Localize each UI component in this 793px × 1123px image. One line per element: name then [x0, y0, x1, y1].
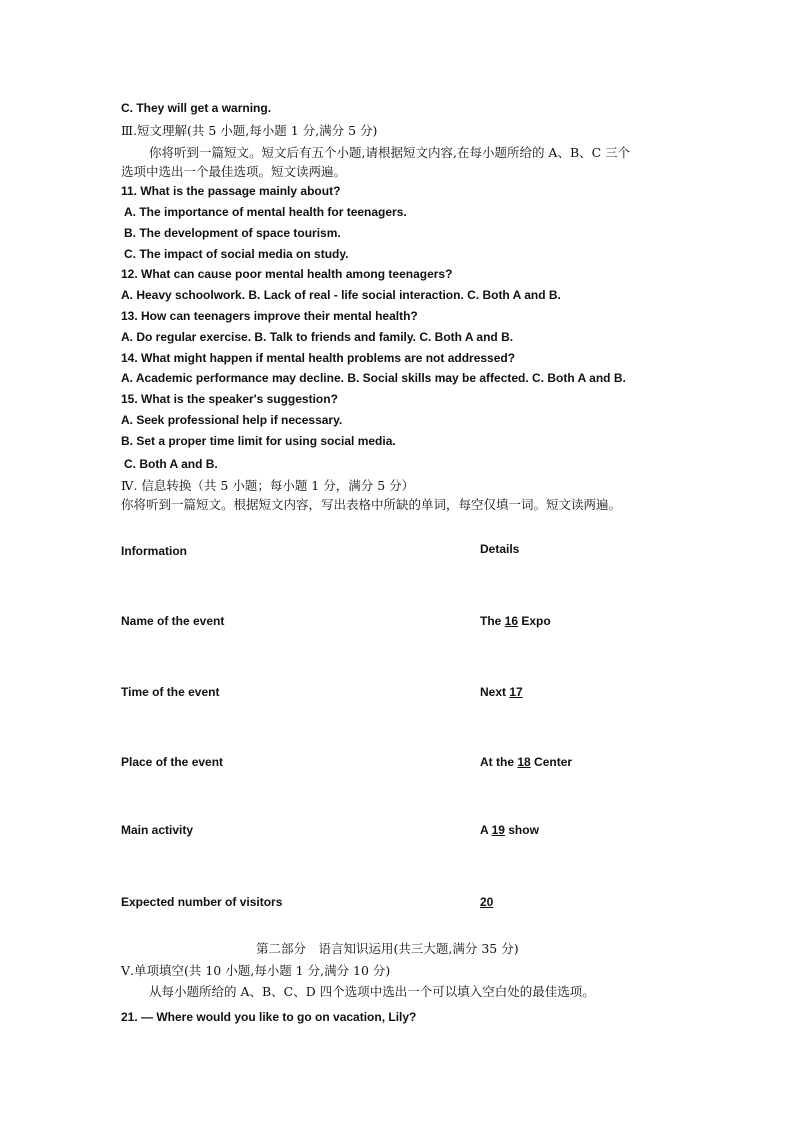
section4-instruction: 你将听到一篇短文。根据短文内容，写出表格中所缺的单词，每空仅填一词。短文读两遍。 — [121, 497, 622, 512]
section3-instruction-line1: 你将听到一篇短文。短文后有五个小题,请根据短文内容,在每小题所给的 A、B、C 三个 — [149, 145, 631, 160]
blank-16: 16 — [504, 614, 519, 628]
header-details: Details — [480, 542, 520, 556]
question-13: 13. How can teenagers improve their mental health? — [121, 309, 418, 323]
info-table — [121, 540, 681, 920]
q10-option-c: C. They will get a warning. — [121, 101, 272, 115]
section5-instruction: 从每小题所给的 A、B、C、D 四个选项中选出一个可以填入空白处的最佳选项。 — [149, 984, 595, 999]
question-21: 21. — Where would you like to go on vacation, Lily? — [121, 1010, 417, 1024]
question-15: 15. What is the speaker's suggestion? — [121, 392, 338, 406]
blank-19: 19 — [491, 823, 505, 837]
section5-title: Ⅴ.单项填空(共 10 小题,每小题 1 分,满分 10 分) — [121, 963, 391, 978]
blank-18: 18 — [517, 755, 531, 769]
q12-options: A. Heavy schoolwork. B. Lack of real - life social interaction. C. Both A and B. — [121, 288, 561, 302]
q13-options: A. Do regular exercise. B. Talk to friends and family. C. Both A and B. — [121, 330, 514, 344]
q11-option-b: B. The development of space tourism. — [124, 226, 341, 240]
header-information: Information — [121, 544, 187, 558]
section4-title: Ⅳ. 信息转换（共 5 小题；每小题 1 分，满分 5 分） — [121, 478, 415, 493]
section3-instruction-line2: 选项中选出一个最佳选项。短文读两遍。 — [121, 164, 347, 179]
row-label: Expected number of visitors — [121, 895, 283, 909]
row-detail: The 16 Expo — [480, 614, 551, 628]
row-label: Name of the event — [121, 614, 225, 628]
blank-20: 20 — [480, 895, 494, 909]
row-detail — [480, 895, 493, 910]
q15-option-a: A. Seek professional help if necessary. — [121, 413, 343, 427]
row-label: Main activity — [121, 823, 194, 837]
row-detail: At the 18 Center — [480, 755, 573, 769]
question-11: 11. What is the passage mainly about? — [121, 184, 341, 198]
section3-title: Ⅲ.短文理解(共 5 小题,每小题 1 分,满分 5 分) — [121, 123, 378, 138]
row-label: Time of the event — [121, 685, 220, 699]
row-detail: Next 17 — [480, 685, 523, 699]
q15-option-b: B. Set a proper time limit for using social media. — [121, 434, 396, 448]
q15-option-c: C. Both A and B. — [124, 457, 218, 471]
blank-17: 17 — [509, 685, 523, 699]
part2-title: 第二部分 语言知识运用(共三大题,满分 35 分) — [256, 941, 519, 956]
question-12: 12. What can cause poor mental health among teenagers? — [121, 267, 453, 281]
q11-option-a: A. The importance of mental health for teenagers. — [124, 205, 407, 219]
question-14: 14. What might happen if mental health problems are not addressed? — [121, 351, 516, 365]
q11-option-c: C. The impact of social media on study. — [124, 247, 349, 261]
row-label: Place of the event — [121, 755, 224, 769]
q14-options: A. Academic performance may decline. B. Social skills may be affected. C. Both A and B. — [121, 371, 626, 385]
row-detail: A 19 show — [480, 823, 539, 837]
